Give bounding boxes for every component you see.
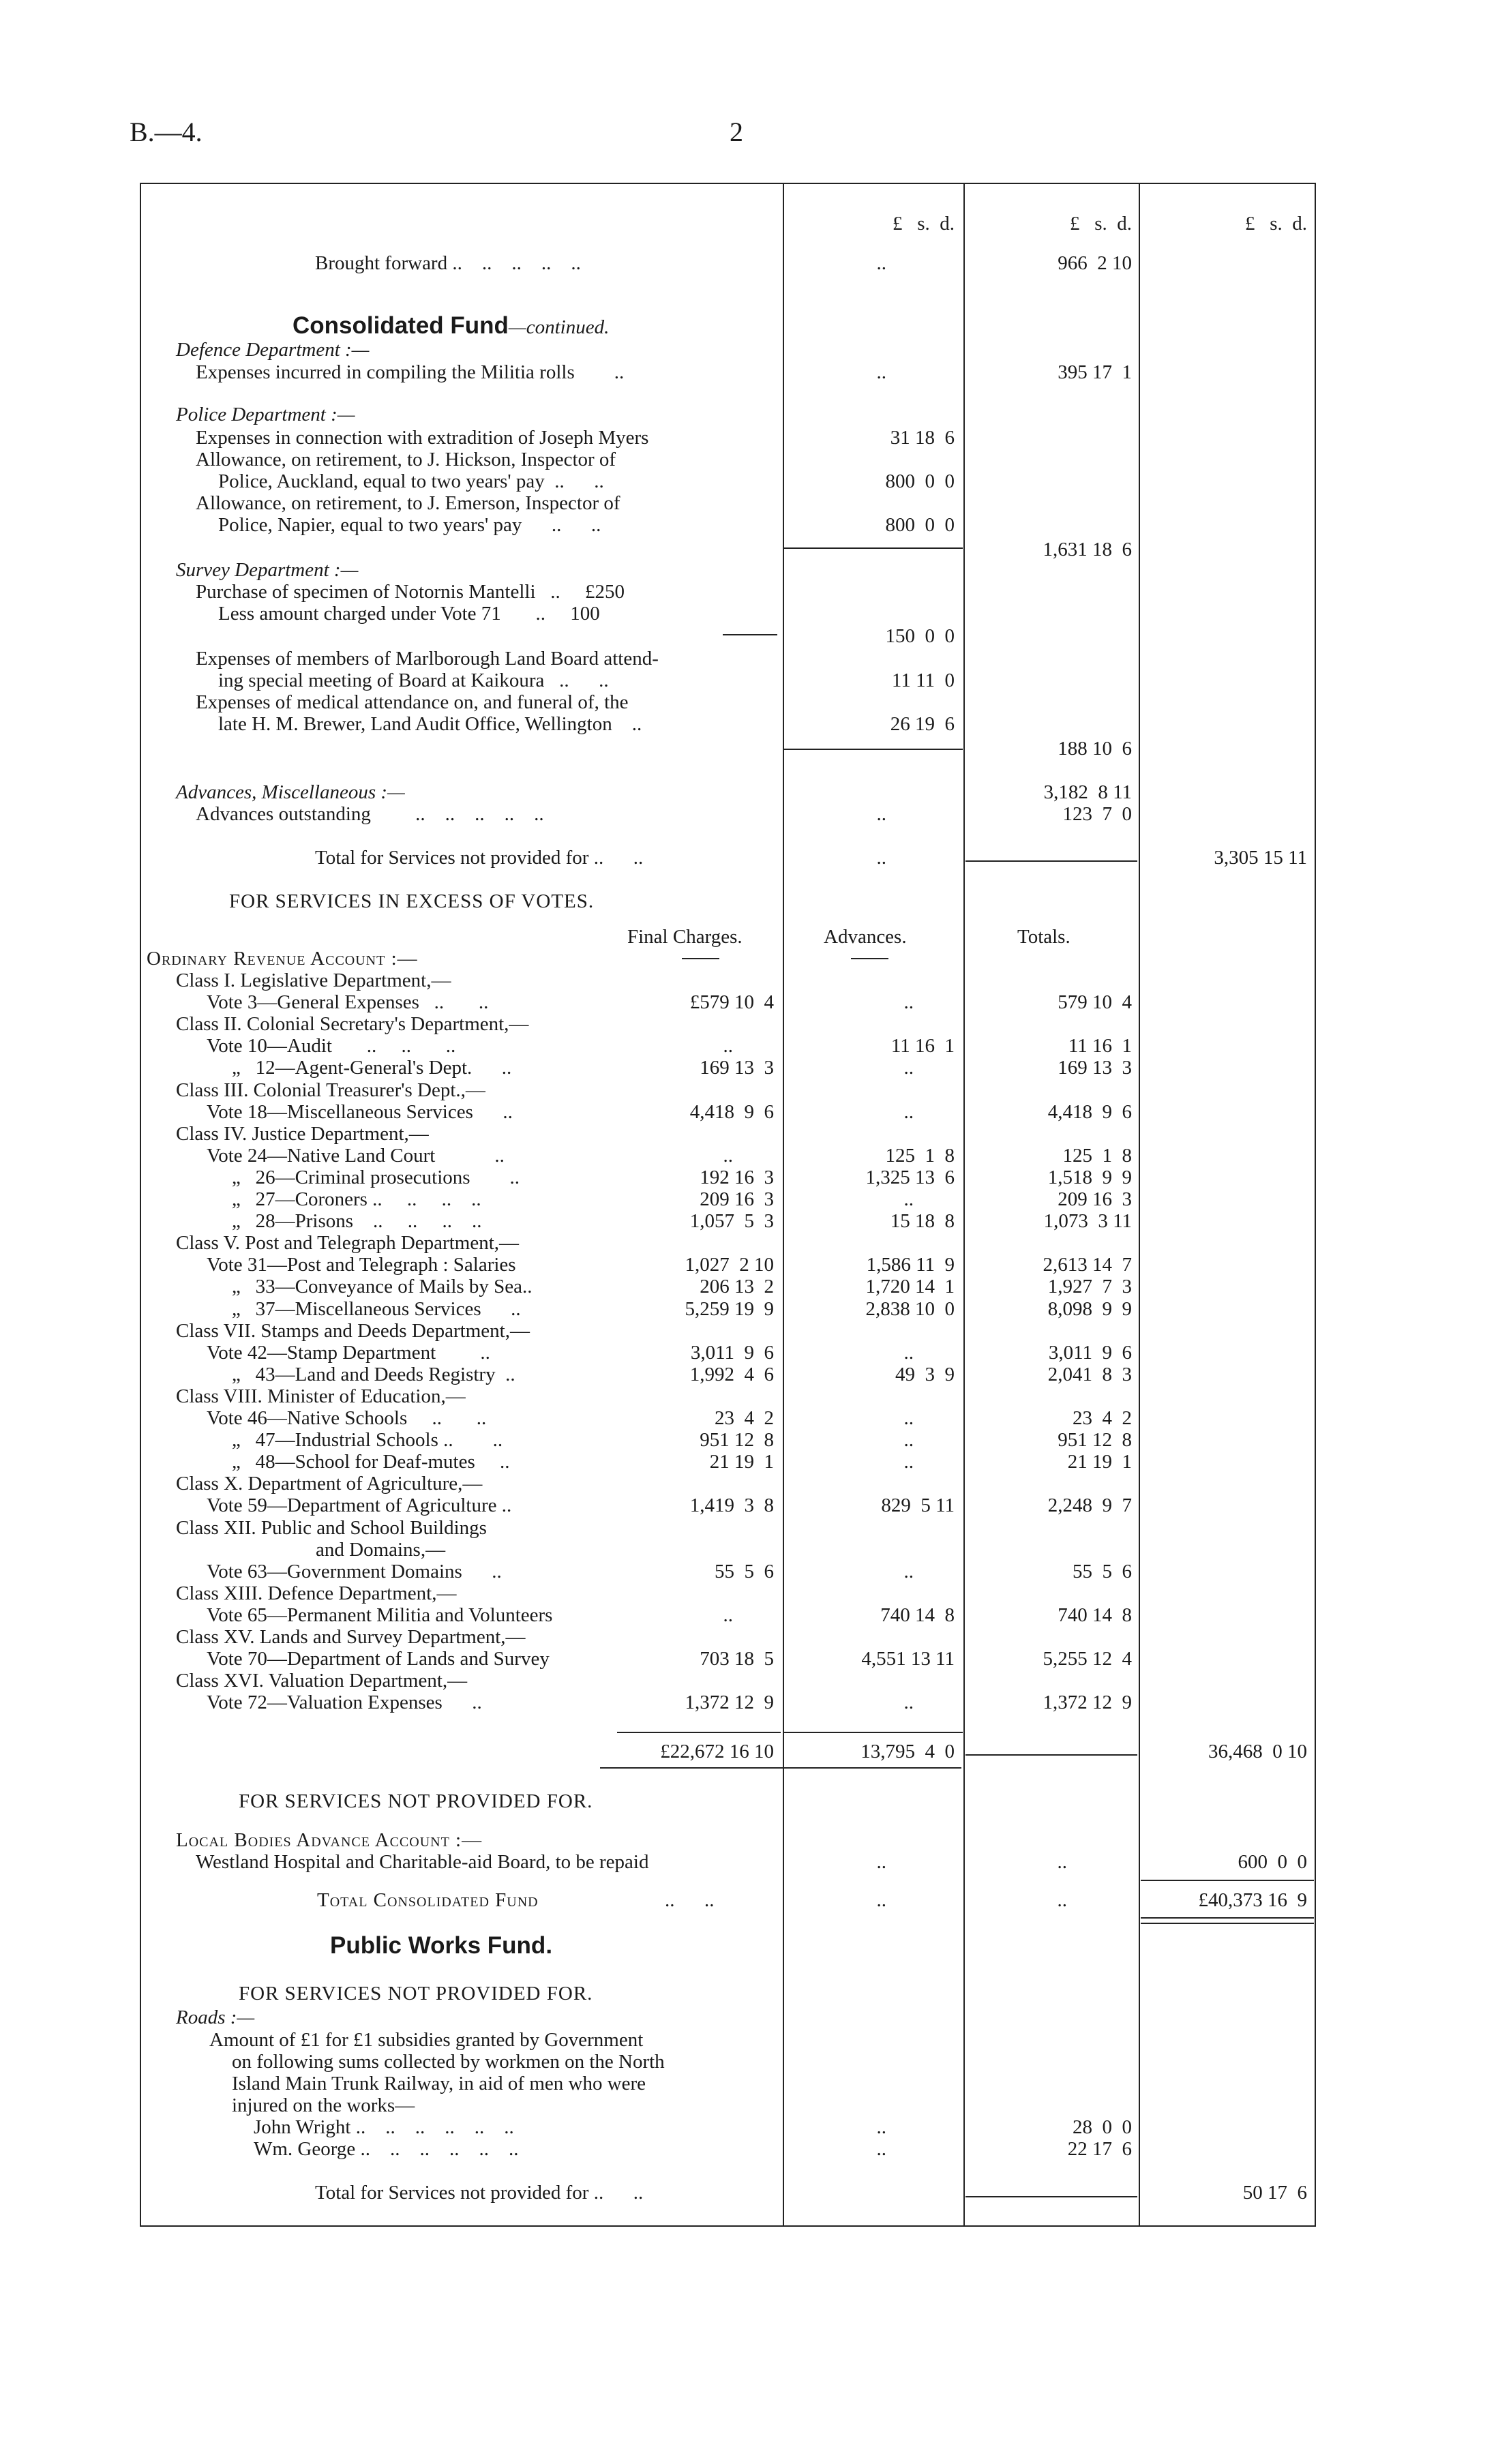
excess-row-final: 169 13 3 [700,1057,774,1079]
total-consolidated-rule-top [1141,1880,1314,1881]
excess-title: FOR SERVICES IN EXCESS OF VOTES. [229,890,595,912]
excess-row-label: „ 12—Agent-General's Dept. .. [232,1057,512,1079]
excess-row-total: 4,418 9 6 [1047,1101,1132,1123]
excess-row-advances: 1,325 13 6 [865,1167,955,1188]
col2-rule [963,183,965,2227]
total-consolidated-label: Total Consolidated Fund [317,1889,539,1911]
excess-row-final: .. [723,1145,733,1167]
police-line-3-c1: 800 0 0 [885,470,955,492]
col1-rule [783,183,784,2227]
excess-total-advances: 13,795 4 0 [860,1741,955,1762]
excess-row-label: „ 26—Criminal prosecutions .. [232,1167,520,1188]
excess-row-label: Vote 65—Permanent Militia and Volunteers [207,1604,553,1626]
excess-row-total: 169 13 3 [1058,1057,1132,1079]
excess-row-label: Vote 46—Native Schools .. .. [207,1407,487,1429]
advances-line: Advances outstanding .. .. .. .. .. [196,803,544,825]
brought-forward-c2: 966 2 10 [1058,252,1132,274]
total-not-provided-c3: 3,305 15 11 [1214,847,1307,869]
excess-row-label: Vote 3—General Expenses .. .. [207,991,489,1013]
table-bottom-rule [140,2225,1316,2227]
defence-heading: Defence Department :— [176,339,370,361]
excess-row-label: Class XVI. Valuation Department,— [176,1670,468,1692]
excess-row-total: 579 10 4 [1058,991,1132,1013]
excess-row-label: Class XV. Lands and Survey Department,— [176,1626,526,1648]
excess-row-final: .. [723,1604,733,1626]
excess-row-label: Vote 31—Post and Telegraph : Salaries [207,1254,516,1276]
police-line-4: Allowance, on retirement, to J. Emerson, Inspector of [196,492,620,514]
excess-row-total: 740 14 8 [1058,1604,1132,1626]
police-line-1-c1: 31 18 6 [890,427,955,449]
roads-heading: Roads :— [176,2007,255,2028]
roads-line-4: injured on the works— [232,2094,415,2116]
excess-row-advances: 15 18 8 [890,1210,955,1232]
excess-row-final: 55 5 6 [715,1561,774,1582]
excess-row-advances: 1,720 14 1 [865,1276,955,1297]
excess-row-label: Class VII. Stamps and Deeds Department,— [176,1320,530,1342]
excess-row-final: 1,372 12 9 [685,1692,774,1713]
roads-line-3: Island Main Trunk Railway, in aid of men who were [232,2073,646,2094]
survey-line-5: Expenses of medical attendance on, and funeral of, the [196,691,629,713]
excess-row-final: 1,992 4 6 [689,1364,774,1385]
c2-total-rule-1 [965,860,1137,862]
total-consolidated-dots: .. .. [665,1889,715,1911]
roads-line-2: on following sums collected by workmen on the North [232,2051,665,2073]
excess-row-label: Class IV. Justice Department,— [176,1123,429,1145]
excess-head-rule-final [682,958,719,959]
advances-heading: Advances, Miscellaneous :— [176,781,405,803]
excess-row-final: 703 18 5 [700,1648,774,1670]
consolidated-fund-cont: —continued. [508,316,610,338]
excess-row-label: „ 48—School for Deaf-mutes .. [232,1451,510,1473]
police-subtotal-rule [784,547,963,549]
excess-row-total: 2,613 14 7 [1043,1254,1132,1276]
survey-line-6: late H. M. Brewer, Land Audit Office, Wellington .. [218,713,642,735]
excess-row-final: 1,027 2 10 [685,1254,774,1276]
col3-rule [1139,183,1140,2227]
table-left-rule [140,183,141,2227]
excess-row-label: Class V. Post and Telegraph Department,— [176,1232,519,1254]
excess-row-label: Vote 70—Department of Lands and Survey [207,1648,550,1670]
excess-row-total: 21 19 1 [1067,1451,1132,1473]
excess-totals-rule [965,1754,1137,1756]
excess-row-total: 951 12 8 [1058,1429,1132,1451]
excess-head-rule-adv [851,958,888,959]
excess-row-advances: 829 5 11 [881,1494,955,1516]
excess-row-advances: .. [903,1692,914,1713]
advances-c1: .. [876,803,886,825]
excess-row-advances: .. [903,1407,914,1429]
payee-1: John Wright .. .. .. .. .. .. [254,2116,514,2138]
survey-line-2-c1: 150 0 0 [885,625,955,647]
excess-row-final: 4,418 9 6 [689,1101,774,1123]
excess-row-label: „ 47—Industrial Schools .. .. [232,1429,503,1451]
excess-row-final: .. [723,1035,733,1057]
payee-1-c2: 28 0 0 [1073,2116,1132,2138]
police-line-2: Allowance, on retirement, to J. Hickson, Inspector of [196,449,616,470]
public-works-title: Public Works Fund. [330,1932,553,1959]
excess-row-advances: .. [903,1342,914,1364]
payee-2-c2: 22 17 6 [1067,2138,1132,2160]
excess-row-advances: 4,551 13 11 [861,1648,955,1670]
col1-head: £ s. d. [892,213,955,235]
excess-row-total: 1,927 7 3 [1047,1276,1132,1297]
excess-row-advances: 1,586 11 9 [866,1254,955,1276]
not-provided-title: FOR SERVICES NOT PROVIDED FOR. [239,1790,593,1812]
survey-line-2: Less amount charged under Vote 71 .. 100 [218,603,600,625]
payee-2: Wm. George .. .. .. .. .. .. [254,2138,519,2160]
excess-row-label: Vote 59—Department of Agriculture .. [207,1494,512,1516]
police-heading: Police Department :— [176,404,355,425]
survey-short-rule [723,634,777,635]
excess-row-total: 125 1 8 [1062,1145,1132,1167]
excess-row-advances: .. [903,1429,914,1451]
col2-head: £ s. d. [1069,213,1132,235]
total-consolidated-rule-b2 [1141,1923,1314,1924]
excess-final-rule [617,1732,781,1733]
col3-head: £ s. d. [1244,213,1307,235]
excess-row-advances: 125 1 8 [885,1145,955,1167]
total-consolidated-c3: £40,373 16 9 [1198,1889,1307,1911]
westland-line: Westland Hospital and Charitable-aid Board, to be repaid [196,1851,649,1873]
excess-row-total: 8,098 9 9 [1047,1298,1132,1320]
excess-row-label: and Domains,— [316,1539,446,1561]
public-works-total-rule [965,2196,1137,2197]
brought-forward-label: Brought forward .. .. .. .. .. [315,252,581,274]
defence-line: Expenses incurred in compiling the Militia rolls .. [196,361,625,383]
excess-row-label: „ 43—Land and Deeds Registry .. [232,1364,515,1385]
excess-row-advances: .. [903,1057,914,1079]
excess-row-final: 3,011 9 6 [690,1342,774,1364]
excess-head-final: Final Charges. [627,926,743,948]
advances-sub-c2: 3,182 8 11 [1043,781,1132,803]
excess-row-label: „ 37—Miscellaneous Services .. [232,1298,521,1320]
excess-row-total: 2,248 9 7 [1047,1494,1132,1516]
excess-row-total: 5,255 12 4 [1043,1648,1132,1670]
advances-c2: 123 7 0 [1062,803,1132,825]
excess-row-label: Class I. Legislative Department,— [176,970,451,991]
survey-heading: Survey Department :— [176,559,359,581]
survey-line-3: Expenses of members of Marlborough Land Board attend- [196,648,659,670]
excess-row-label: Class X. Department of Agriculture,— [176,1473,483,1494]
excess-head-advances: Advances. [824,926,907,948]
excess-row-total: 23 4 2 [1073,1407,1132,1429]
excess-row-final: 209 16 3 [700,1188,774,1210]
excess-row-final: 192 16 3 [700,1167,774,1188]
excess-row-label: Class XII. Public and School Buildings [176,1517,487,1539]
excess-row-label: Class XIII. Defence Department,— [176,1582,457,1604]
westland-c2: .. [1057,1851,1067,1873]
excess-row-advances: 2,838 10 0 [865,1298,955,1320]
police-line-3: Police, Auckland, equal to two years' pay .. .. [218,470,604,492]
total-consolidated-c1: .. [876,1889,886,1911]
excess-row-label: Class III. Colonial Treasurer's Dept.,— [176,1079,485,1101]
excess-row-advances: .. [903,991,914,1013]
defence-c2: 395 17 1 [1058,361,1132,383]
brought-forward-c1: .. [876,252,886,274]
survey-line-6-c1: 26 19 6 [890,713,955,735]
excess-adv-rule [784,1732,963,1733]
total-consolidated-rule-b1 [1141,1917,1314,1919]
police-total-c2: 1,631 18 6 [1043,539,1132,560]
westland-c3: 600 0 0 [1238,1851,1307,1873]
excess-row-total: 11 16 1 [1068,1035,1132,1057]
excess-row-label: „ 33—Conveyance of Mails by Sea.. [232,1276,533,1297]
survey-total-c2: 188 10 6 [1058,738,1132,760]
report-reference: B.—4. [130,117,203,147]
excess-row-advances: .. [903,1188,914,1210]
total-not-provided-label: Total for Services not provided for .. .. [315,847,644,869]
excess-row-final: 21 19 1 [709,1451,774,1473]
total-not-provided-c1: .. [876,847,886,869]
excess-row-advances: .. [903,1451,914,1473]
excess-row-total: 55 5 6 [1073,1561,1132,1582]
survey-line-4-c1: 11 11 0 [891,670,955,691]
table-right-rule [1315,183,1316,2227]
excess-row-label: Class II. Colonial Secretary's Department,— [176,1013,529,1035]
excess-row-advances: .. [903,1561,914,1582]
excess-row-total: 209 16 3 [1058,1188,1132,1210]
survey-subtotal-rule [784,749,963,750]
westland-c1: .. [876,1851,886,1873]
excess-row-final: 5,259 19 9 [685,1298,774,1320]
excess-head-totals: Totals. [1017,926,1070,948]
excess-row-label: Vote 10—Audit .. .. .. [207,1035,456,1057]
roads-line-1: Amount of £1 for £1 subsidies granted by Government [209,2029,644,2051]
excess-row-label: „ 28—Prisons .. .. .. .. [232,1210,482,1232]
excess-row-final: £579 10 4 [689,991,774,1013]
payee-1-c1: .. [876,2116,886,2138]
excess-row-total: 2,041 8 3 [1047,1364,1132,1385]
survey-line-4: ing special meeting of Board at Kaikoura .. .. [218,670,609,691]
excess-row-final: 1,057 5 3 [689,1210,774,1232]
excess-row-total: 3,011 9 6 [1048,1342,1132,1364]
excess-row-total: 1,518 9 9 [1047,1167,1132,1188]
survey-line-1: Purchase of specimen of Notornis Mantelli .. £250 [196,581,625,603]
payee-2-c1: .. [876,2138,886,2160]
excess-row-label: Vote 18—Miscellaneous Services .. [207,1101,513,1123]
excess-row-total: 1,073 3 11 [1043,1210,1132,1232]
excess-row-final: 951 12 8 [700,1429,774,1451]
excess-row-advances: 49 3 9 [895,1364,955,1385]
page-number: 2 [730,117,743,147]
excess-row-label: „ 27—Coroners .. .. .. .. [232,1188,481,1210]
excess-bottom-rule [600,1767,961,1769]
defence-c1: .. [876,361,886,383]
excess-row-final: 23 4 2 [715,1407,774,1429]
consolidated-fund-main: Consolidated Fund [293,312,509,339]
police-line-5: Police, Napier, equal to two years' pay .. .. [218,514,601,536]
ordinary-revenue-account: Ordinary Revenue Account :— [147,948,418,970]
excess-row-label: Class VIII. Minister of Education,— [176,1385,466,1407]
excess-row-advances: 11 16 1 [890,1035,955,1057]
public-works-sub: FOR SERVICES NOT PROVIDED FOR. [239,1983,593,2004]
excess-row-label: Vote 72—Valuation Expenses .. [207,1692,482,1713]
excess-row-label: Vote 63—Government Domains .. [207,1561,502,1582]
excess-row-final: 206 13 2 [700,1276,774,1297]
public-works-total-label: Total for Services not provided for .. .. [315,2182,644,2204]
excess-row-label: Vote 42—Stamp Department .. [207,1342,490,1364]
police-line-5-c1: 800 0 0 [885,514,955,536]
police-line-1: Expenses in connection with extradition of Joseph Myers [196,427,649,449]
public-works-total-c3: 50 17 6 [1242,2182,1307,2204]
excess-row-label: Vote 24—Native Land Court .. [207,1145,505,1167]
total-consolidated-c2: .. [1057,1889,1067,1911]
excess-row-total: 1,372 12 9 [1043,1692,1132,1713]
local-bodies-account: Local Bodies Advance Account :— [176,1829,483,1851]
excess-total-c3: 36,468 0 10 [1208,1741,1307,1762]
excess-row-advances: 740 14 8 [880,1604,955,1626]
excess-row-final: 1,419 3 8 [689,1494,774,1516]
excess-row-advances: .. [903,1101,914,1123]
excess-total-final: £22,672 16 10 [660,1741,774,1762]
